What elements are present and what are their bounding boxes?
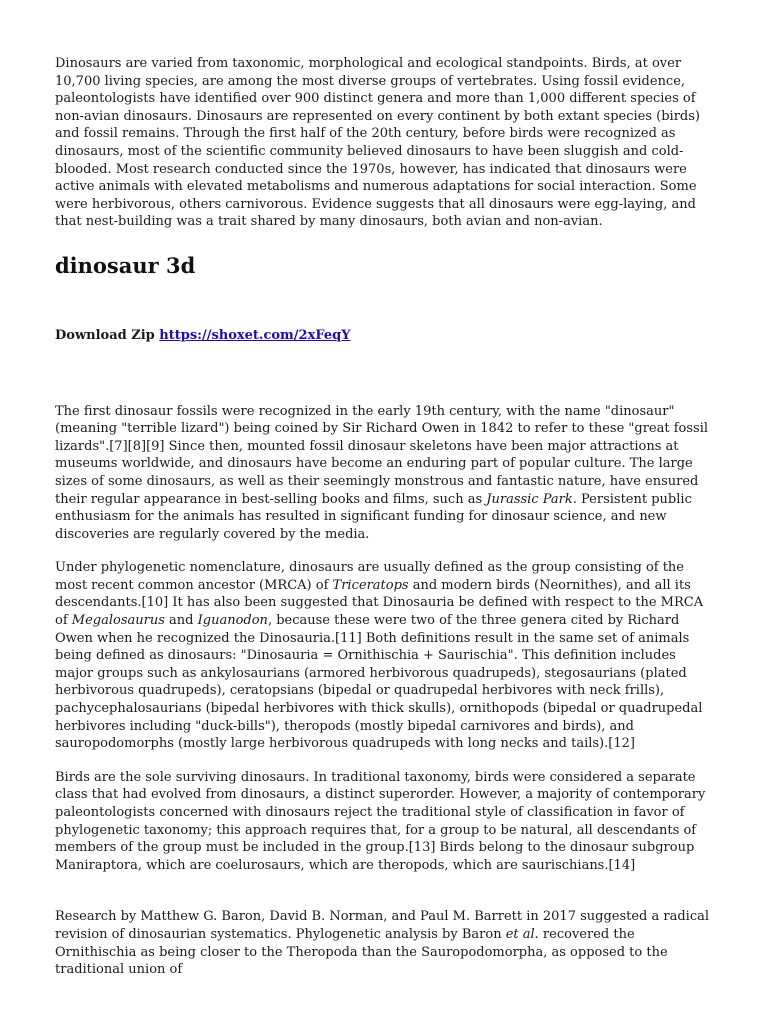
download-link[interactable]: https://shoxet.com/2xFeqY xyxy=(159,327,351,343)
phylo-text-d: , because these were two of the three genera cited by Richard Owen when he recognized the Dinosauria.[11] Both definitions result in the same set of animals being defined as dinosaurs: "Dinosauria = Ornithischia + Saurischia". This definition includes major groups such as ankylosaurians (armored herbivorous quadrupeds), stegosaurians (plated herbivorous quadrupeds), ceratopsians (bipedal or quadrupedal herbivores with neck frills), pachycephalosaurians (bipedal herbivores with thick skulls), ornithopods (bipedal or quadrupedal herbivores including "duck-bills"), theropods (mostly bipedal carnivores and birds), and sauropodomorphs (mostly large herbivorous quadrupeds with long necks and tails).[12] xyxy=(55,613,703,752)
phylo-italic-triceratops: Triceratops xyxy=(332,577,409,593)
phylo-text-b: and modern birds (Neornithes), and all its descendants.[10] It has also been suggested that Dinosauria be defined with respect to the MRCA of xyxy=(55,577,704,629)
research-text-a: Research by Matthew G. Baron, David B. Norman, and Paul M. Barrett in 2017 suggested a radical revision of dinosaurian systematics. Phylogenetic analysis by Baron xyxy=(55,909,710,942)
phylo-italic-iguanodon: Iguanodon xyxy=(197,613,268,629)
history-text-a: The first dinosaur fossils were recognized in the early 19th century, with the name "dinosaur" (meaning "terrible lizard") being coined by Sir Richard Owen in 1842 to refer to these "great fossil lizards".[7][8][9] Since then, mounted fossil dinosaur skeletons have been major attractions at museums worldwide, and dinosaurs have become an enduring part of popular culture. The large sizes of some dinosaurs, as well as their seemingly monstrous and fantastic nature, have ensured their regular appearance in best-selling books and films, such as xyxy=(55,403,709,507)
research-text-b: recovered the Ornithischia as being closer to the Theropoda than the Sauropodomorpha, as opposed to the traditional union of xyxy=(55,926,668,978)
phylo-text-c: and xyxy=(164,613,198,629)
history-italic-title: Jurassic Park xyxy=(486,491,573,507)
research-italic-etal: et al. xyxy=(505,926,539,942)
phylo-text-a: Under phylogenetic nomenclature, dinosaurs are usually defined as the group consisting of the most recent common ancestor (MRCA) of xyxy=(55,560,685,593)
birds-paragraph: Birds are the sole surviving dinosaurs. In traditional taxonomy, birds were considered a separate class that had evolved from dinosaurs, a distinct superorder. However, a majority of contemporary paleontologists concerned with dinosaurs reject the traditional style of classification in favor of phylogenetic taxonomy; this approach requires that, for a group to be natural, all descendants of members of the group must be included in the group.[13] Birds belong to the dinosaur subgroup Maniraptora, which are coelurosaurs, which are theropods, which are saurischians.[14] xyxy=(55,769,706,873)
phylogeny-paragraph xyxy=(55,559,715,753)
download-line xyxy=(55,327,715,345)
download-label: Download Zip xyxy=(55,327,155,343)
phylo-italic-megalosaurus: Megalosaurus xyxy=(71,613,165,629)
intro-paragraph: Dinosaurs are varied from taxonomic, morphological and ecological standpoints. Birds, at over 10,700 living species, are among the most diverse groups of vertebrates. Using fossil evidence, paleontologists have identified over 900 distinct genera and more than 1,000 different species of non-avian dinosaurs. Dinosaurs are represented on every continent by both extant species (birds) and fossil remains. Through the first half of the 20th century, before birds were recognized as dinosaurs, most of the scientific community believed dinosaurs to have been sluggish and cold-blooded. Most research conducted since the 1970s, however, has indicated that dinosaurs were active animals with elevated metabolisms and numerous adaptations for social interaction. Some were herbivorous, others carnivorous. Evidence suggests that all dinosaurs were egg-laying, and that nest-building was a trait shared by many dinosaurs, both avian and non-avian. xyxy=(55,56,700,230)
research-paragraph xyxy=(55,908,715,978)
history-paragraph xyxy=(55,403,715,544)
page-heading: dinosaur 3d xyxy=(55,252,196,278)
history-text-b: . Persistent public enthusiasm for the animals has resulted in significant funding for dinosaur science, and new discoveries are regularly covered by the media. xyxy=(55,491,692,542)
